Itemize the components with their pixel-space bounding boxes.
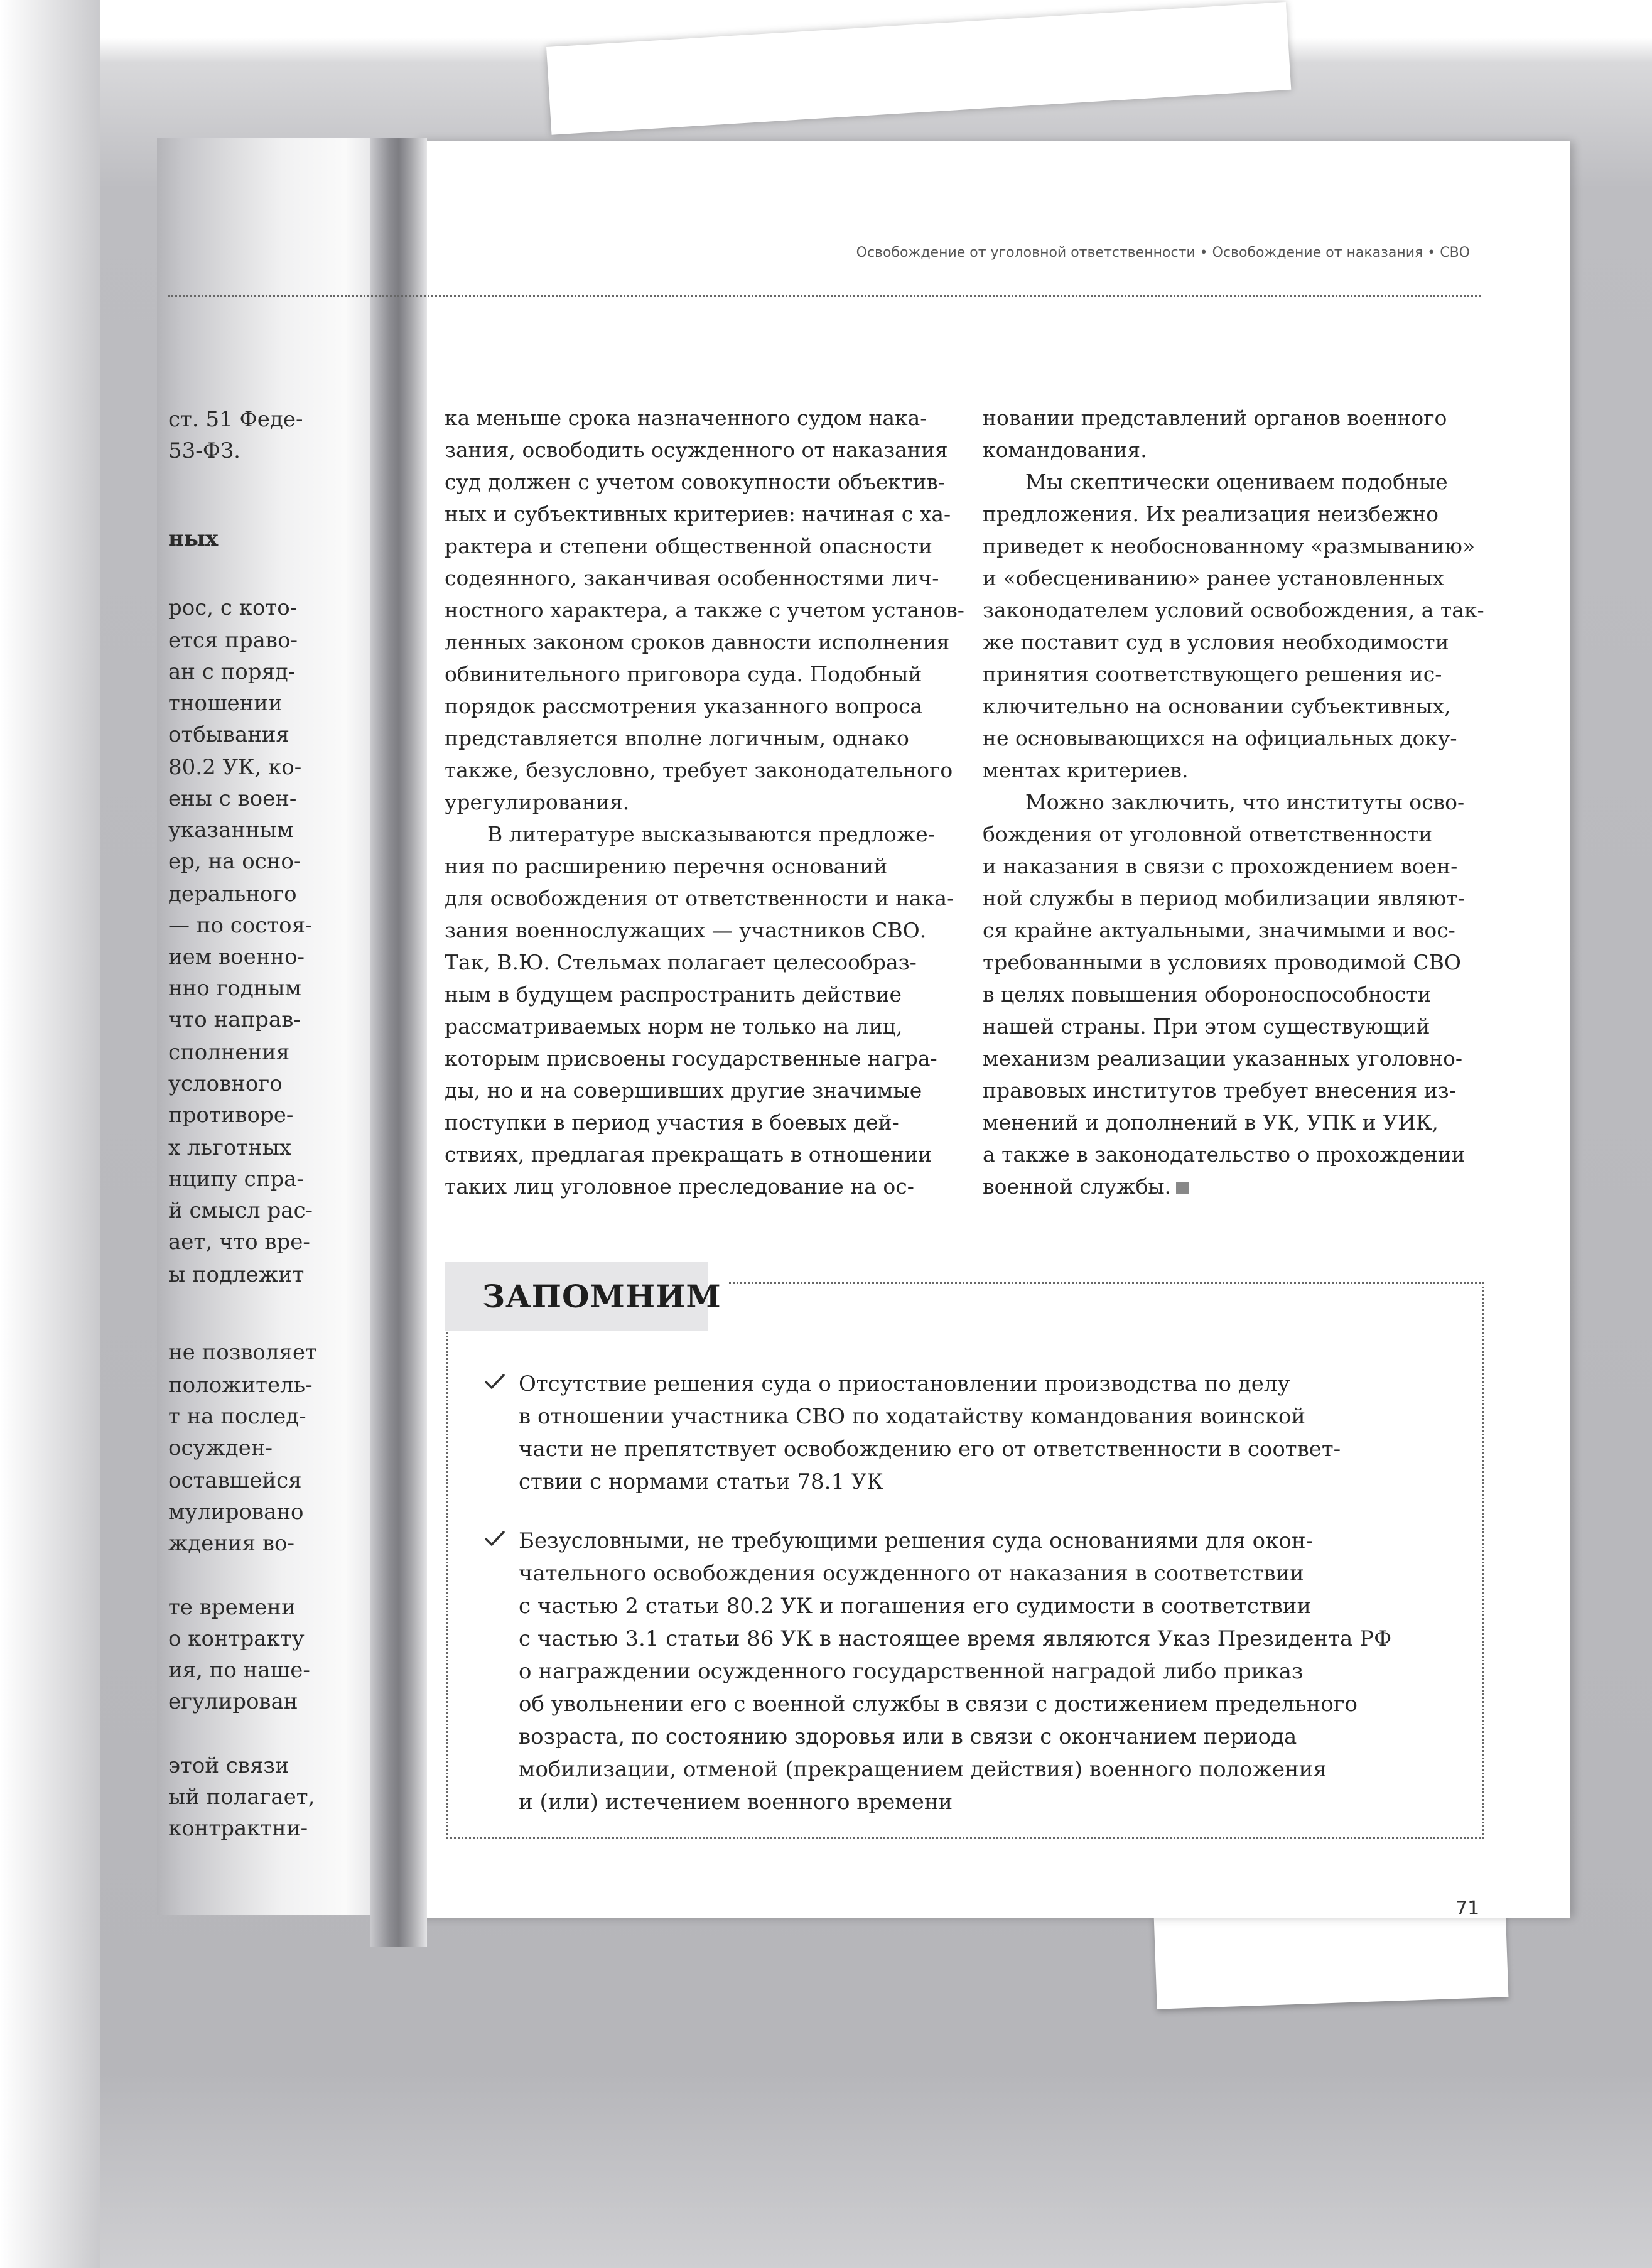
text-line: правовых институтов требует внесения из- <box>983 1078 1456 1103</box>
text-line: ных и субъективных критериев: начиная с ха- <box>445 502 951 526</box>
remember-item-text <box>519 1368 1341 1498</box>
remember-title: ЗАПОМНИМ <box>445 1262 708 1331</box>
left-page-line: дерального <box>168 882 297 907</box>
left-page-line: нципу спра- <box>168 1167 304 1192</box>
text-line: ключительно на основании субъективных, <box>983 694 1451 718</box>
left-page-line: условного <box>168 1071 283 1096</box>
header-rule <box>168 295 1481 297</box>
left-page-line: осужден- <box>168 1435 273 1461</box>
text-line: командования. <box>983 438 1147 462</box>
paragraph <box>445 402 964 818</box>
text-line: Так, В.Ю. Стельмах полагает целесообраз- <box>445 950 917 975</box>
text-line: принятия соответствующего решения ис- <box>983 662 1442 686</box>
left-page-line: ает, что вре- <box>168 1229 310 1255</box>
left-page-line: 53-ФЗ. <box>168 438 240 463</box>
text-line: с частью 2 статьи 80.2 УК и погашения его судимости в соответствии <box>519 1594 1312 1619</box>
text-line: же поставит суд в условия необходимости <box>983 630 1449 654</box>
left-page-line: ется право- <box>168 628 298 653</box>
checkmark-icon <box>483 1527 506 1550</box>
left-page-line: т на послед- <box>168 1404 306 1429</box>
left-page-line: о контракту <box>168 1626 305 1651</box>
left-page-line: тношении <box>168 691 283 716</box>
left-page-line: нно годным <box>168 976 301 1001</box>
text-line: о награждении осужденного государственной наградой либо приказ <box>519 1659 1304 1684</box>
text-line: ствии с нормами статьи 78.1 УК <box>519 1469 883 1494</box>
text-line: законодателем условий освобождения, а так- <box>983 598 1484 622</box>
left-page-line: ан с поряд- <box>168 659 296 684</box>
text-line: нашей страны. При этом существующий <box>983 1014 1430 1039</box>
text-line: чательного освобождения осужденного от наказания в соответствии <box>519 1561 1304 1586</box>
text-line: представляется вполне логичным, однако <box>445 726 909 750</box>
text-line: приведет к необоснованному «размыванию» <box>983 534 1476 558</box>
running-head: Освобождение от уголовной ответственности • Освобождение от наказания • СВО <box>856 245 1470 261</box>
text-column-2 <box>983 402 1482 1202</box>
text-line: с частью 3.1 статьи 86 УК в настоящее время являются Указ Президента РФ <box>519 1626 1392 1651</box>
left-page-line: что направ- <box>168 1007 301 1032</box>
left-page-line: сполнения <box>168 1040 290 1065</box>
text-line: а также в законодательство о прохождении <box>983 1142 1466 1167</box>
left-page-line: егулирован <box>168 1689 298 1714</box>
left-page-line: ия, по наше- <box>168 1658 310 1683</box>
left-page-line: 80.2 УК, ко- <box>168 755 302 780</box>
text-line: в отношении участника СВО по ходатайству командования воинской <box>519 1404 1306 1429</box>
text-line: предложения. Их реализация неизбежно <box>983 502 1439 526</box>
text-line: новании представлений органов военного <box>983 406 1447 430</box>
text-line: урегулирования. <box>445 790 630 814</box>
text-column-1 <box>445 402 964 1202</box>
paragraph <box>983 466 1482 786</box>
text-line: ментах критериев. <box>983 758 1189 782</box>
text-line: ленных законом сроков давности исполнения <box>445 630 950 654</box>
text-line: содеянного, заканчивая особенностями лич- <box>445 566 939 590</box>
left-page-line: й смысл рас- <box>168 1198 313 1223</box>
text-line: также, безусловно, требует законодательного <box>445 758 953 782</box>
text-line: Мы скептически оцениваем подобные <box>1025 470 1448 494</box>
page-gutter <box>370 138 427 1947</box>
text-line: и наказания в связи с прохождением воен- <box>983 854 1458 878</box>
text-line: ствиях, предлагая прекращать в отношении <box>445 1142 932 1167</box>
text-line: обвинительного приговора суда. Подобный <box>445 662 922 686</box>
text-line: военной службы. <box>983 1170 1482 1202</box>
left-page-line: ст. 51 Феде- <box>168 407 303 432</box>
text-line: Безусловными, не требующими решения суда основаниями для окон- <box>519 1528 1314 1553</box>
left-page-line: ием военно- <box>168 944 305 969</box>
left-page-line: контрактни- <box>168 1816 308 1841</box>
left-page-line: ый полагает, <box>168 1785 315 1810</box>
left-page-line: ены с воен- <box>168 786 297 811</box>
left-page-line: оставшейся <box>168 1468 302 1493</box>
page-number: 71 <box>1455 1898 1480 1920</box>
text-line: мобилизации, отменой (прекращением действия) военного положения <box>519 1757 1327 1782</box>
text-line: ся крайне актуальными, значимыми и вос- <box>983 918 1455 942</box>
text-line: требованными в условиях проводимой СВО <box>983 950 1461 975</box>
text-line: ной службы в период мобилизации являют- <box>983 886 1465 910</box>
text-line: не основывающихся на официальных доку- <box>983 726 1457 750</box>
text-line: бождения от уголовной ответственности <box>983 822 1433 846</box>
text-line: ка меньше срока назначенного судом нака- <box>445 406 927 430</box>
text-line: рассматриваемых норм не только на лиц, <box>445 1014 903 1039</box>
left-page-line: противоре- <box>168 1103 294 1128</box>
text-line: рактера и степени общественной опасности <box>445 534 932 558</box>
text-line: таких лиц уголовное преследование на ос- <box>445 1174 914 1199</box>
text-line: Можно заключить, что институты осво- <box>1025 790 1465 814</box>
text-line: механизм реализации указанных уголовно- <box>983 1046 1463 1071</box>
text-line: ния по расширению перечня оснований <box>445 854 888 878</box>
left-page-line: мулировано <box>168 1499 304 1525</box>
text-line: порядок рассмотрения указанного вопроса <box>445 694 923 718</box>
left-page-line: ных <box>168 526 219 551</box>
paragraph <box>983 402 1482 466</box>
text-line: суд должен с учетом совокупности объектив- <box>445 470 946 494</box>
left-page-line: этой связи <box>168 1753 289 1778</box>
text-line: об увольнении его с военной службы в связи с достижением предельного <box>519 1692 1358 1717</box>
text-line: которым присвоены государственные награ- <box>445 1046 937 1071</box>
paragraph <box>983 786 1482 1202</box>
left-page-line: ы подлежит <box>168 1262 305 1287</box>
text-line: зания военнослужащих — участников СВО. <box>445 918 927 942</box>
text-line: зания, освободить осужденного от наказания <box>445 438 948 462</box>
left-page-line: отбывания <box>168 722 289 747</box>
end-mark-icon <box>1176 1182 1189 1194</box>
text-line: В литературе высказываются предложе- <box>487 822 935 846</box>
text-line: ды, но и на совершивших другие значимые <box>445 1078 922 1103</box>
text-line: и (или) истечением военного времени <box>519 1790 953 1815</box>
left-page-line: те времени <box>168 1595 296 1620</box>
checkmark-icon <box>483 1370 506 1393</box>
left-page-line: указанным <box>168 818 294 843</box>
scan-left-shadow <box>0 0 100 2268</box>
text-line: для освобождения от ответственности и нака- <box>445 886 954 910</box>
text-line: возраста, по состоянию здоровья или в связи с окончанием периода <box>519 1724 1297 1749</box>
text-line: ностного характера, а также с учетом установ- <box>445 598 964 622</box>
left-page-line: положитель- <box>168 1373 313 1398</box>
left-page-line: ер, на осно- <box>168 849 301 874</box>
left-page-line: рос, с кото- <box>168 595 298 620</box>
text-line: ным в будущем распространить действие <box>445 982 902 1007</box>
text-line: Отсутствие решения суда о приостановлении производства по делу <box>519 1371 1290 1396</box>
text-line: менений и дополнений в УК, УПК и УИК, <box>983 1110 1439 1135</box>
text-line: и «обесцениванию» ранее установленных <box>983 566 1444 590</box>
left-page-line: х льготных <box>168 1135 292 1160</box>
remember-item-text <box>519 1525 1391 1818</box>
left-page-line: — по состоя- <box>168 913 313 938</box>
text-line: поступки в период участия в боевых дей- <box>445 1110 899 1135</box>
left-page-line: не позволяет <box>168 1340 317 1365</box>
left-page-line: ждения во- <box>168 1531 295 1556</box>
text-line: части не препятствует освобождению его от ответственности в соответ- <box>519 1437 1341 1462</box>
paragraph <box>445 818 954 1202</box>
text-line: в целях повышения обороноспособности <box>983 982 1432 1007</box>
